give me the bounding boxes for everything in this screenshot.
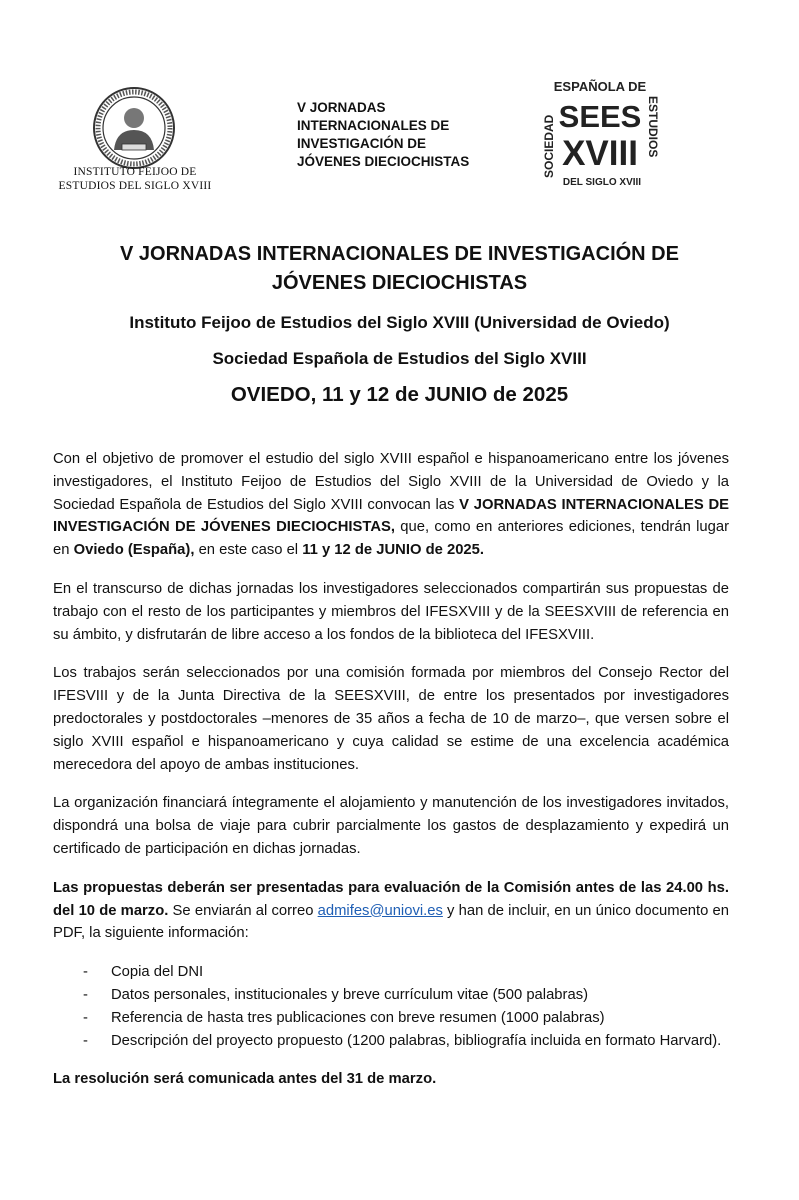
- main-title-line2: JÓVENES DIECIOCHISTAS: [271, 272, 528, 294]
- submission-text-b: y han de incluir, en un único documento en PDF, la siguiente información:: [53, 902, 730, 942]
- intro-location: Oviedo (España),: [73, 542, 195, 559]
- main-title-line1: V JORNADAS INTERNACIONALES DE INVESTIGACIÓN DE: [120, 243, 679, 265]
- title-block: [40, 240, 759, 408]
- paragraph-intro: [53, 448, 729, 562]
- sees-logo-top: ESPAÑOLA DE: [553, 79, 647, 94]
- document-header: [0, 0, 799, 210]
- intro-text-c: que, como en anteriores ediciones, tendrán lugar en: [53, 519, 730, 559]
- sees-logo-left: SOCIEDAD: [542, 114, 556, 178]
- sees-logo-big2: XVIII: [562, 134, 638, 173]
- feijoo-seal-logo: [92, 86, 176, 170]
- institute-name: [45, 165, 225, 193]
- header-event-line3: INVESTIGACIÓN DE: [297, 136, 427, 151]
- paragraph-selection: Los trabajos serán seleccionados por una comisión formada por miembros del Consejo Rector del IFESVIII y de la Junta Directiva de la SEESXVIII, de entre los presentados por investigadores predoctorales y postdoctorales –menores de 35 años a fecha de 10 de marzo–, que versen sobre el siglo XVIII español e hispanoamericano y cuya calidad se estime de una excelencia académica merecedora del apoyo de ambas instituciones.: [53, 665, 729, 773]
- email-link[interactable]: admifes@uniovi.es: [317, 902, 443, 919]
- list-item: [53, 1030, 729, 1053]
- subtitle-society: Sociedad Española de Estudios del Siglo XVIII: [212, 349, 587, 368]
- list-item-text: Referencia de hasta tres publicaciones con breve resumen (1000 palabras): [111, 1009, 605, 1026]
- list-item: [53, 961, 729, 984]
- list-bullet: -: [83, 1009, 88, 1026]
- event-date-title: OVIEDO, 11 y 12 de JUNIO de 2025: [230, 383, 569, 406]
- paragraph-participation: En el transcurso de dichas jornadas los investigadores seleccionados compartirán sus propuestas de trabajo con el resto de los participantes y miembros del IFESXVIII y de la SEESXVIII de referencia en su ámbito, y disfrutarán de libre acceso a los fondos de la biblioteca del IFESXVIII.: [53, 580, 729, 643]
- document-body: [53, 448, 729, 1107]
- main-title: [40, 240, 759, 298]
- sees-logo: [538, 76, 662, 192]
- requirements-list: [53, 961, 729, 1052]
- intro-dates: 11 y 12 de JUNIO de 2025.: [302, 542, 485, 559]
- list-item: [53, 1007, 729, 1030]
- list-bullet: -: [83, 986, 88, 1003]
- institute-name-line1: INSTITUTO FEIJOO DE: [73, 166, 197, 178]
- sees-logo-right: ESTUDIOS: [646, 96, 660, 158]
- subtitle-institute: Instituto Feijoo de Estudios del Siglo XVIII (Universidad de Oviedo): [129, 313, 670, 332]
- list-item: [53, 984, 729, 1007]
- header-event-line2: INTERNACIONALES DE: [297, 118, 450, 133]
- institute-name-line2: ESTUDIOS DEL SIGLO XVIII: [58, 180, 212, 192]
- closing-resolution: La resolución será comunicada antes del 31 de marzo.: [53, 1071, 437, 1088]
- list-item-text: Datos personales, institucionales y breve currículum vitae (500 palabras): [111, 986, 589, 1003]
- paragraph-submission: [53, 877, 729, 945]
- header-event-title: [297, 99, 507, 171]
- intro-event-name: V JORNADAS INTERNACIONALES DE INVESTIGACIÓN DE JÓVENES DIECIOCHISTAS,: [53, 496, 730, 536]
- header-event-line1: V JORNADAS: [297, 100, 386, 115]
- paragraph-funding: La organización financiará íntegramente el alojamiento y manutención de los investigadores invitados, dispondrá una bolsa de viaje para cubrir parcialmente los gastos de desplazamiento y expedirá un certificado de participación en dichas jornadas.: [53, 795, 729, 857]
- submission-text-a: Se enviarán al correo: [168, 902, 318, 919]
- list-bullet: -: [83, 964, 88, 981]
- list-item-text: Descripción del proyecto propuesto (1200 palabras, bibliografía incluida en formato Harvard).: [111, 1032, 722, 1049]
- list-item-text: Copia del DNI: [111, 964, 204, 981]
- intro-text-a: Con el objetivo de promover el estudio del siglo XVIII español e hispanoamericano entre los jóvenes investigadores, el Instituto Feijoo de Estudios del Siglo XVIII de la Universidad de Oviedo y la Sociedad Española de Estudios del Siglo XVIII convocan las: [53, 451, 729, 513]
- sees-logo-bottom: DEL SIGLO XVIII: [562, 177, 642, 188]
- submission-deadline: Las propuestas deberán ser presentadas para evaluación de la Comisión antes de las 24.00 hs. del 10 de marzo.: [53, 879, 729, 919]
- sees-logo-big1: SEES: [558, 99, 642, 134]
- header-event-line4: JÓVENES DIECIOCHISTAS: [297, 154, 470, 169]
- intro-text-e: en este caso el: [194, 542, 303, 559]
- list-bullet: -: [83, 1032, 88, 1049]
